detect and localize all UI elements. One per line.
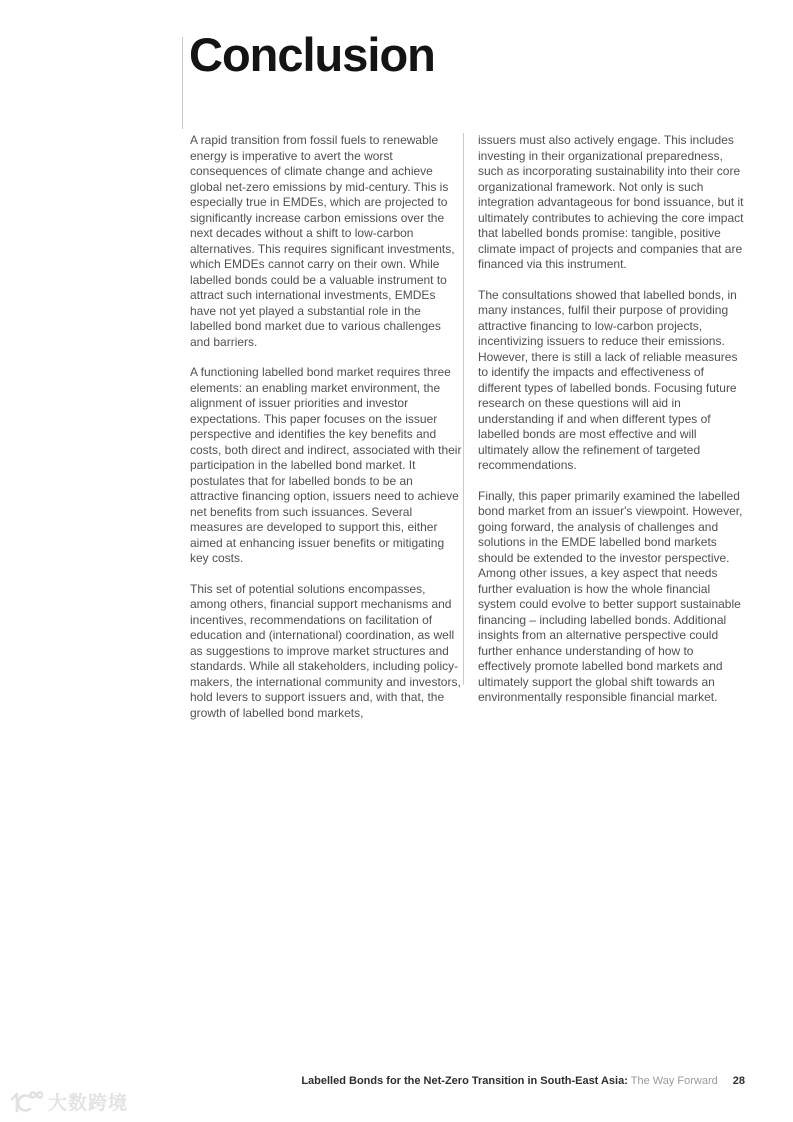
paragraph: This set of potential solutions encompasses, among others, financial support mechanisms and incentives, recommendations on facilitation of education and (international) coordination, as well as suggestions to improve market structures and standards. While all stakeholders, including policy-makers, the international community and investors, hold levers to support issuers and, with that, the growth of labelled bond markets,	[190, 581, 461, 720]
column-divider-rule	[463, 133, 464, 685]
paragraph: Finally, this paper primarily examined the labelled bond market from an issuer's viewpoint. However, going forward, the analysis of challenges and solutions in the EMDE labelled bond markets should be extended to the investor perspective. Among other issues, a key aspect that needs further evaluation is how the whole financial system could evolve to better support sustainable financing – including labelled bonds. Additional insights from an alternative perspective could further enhance understanding of how to effectively promote labelled bond markets and ultimately support the global shift towards an environmentally responsible financial market.	[478, 488, 743, 704]
paragraph: The consultations showed that labelled bonds, in many instances, fulfil their purpose of providing attractive financing to low-carbon projects, incentivizing issuers to reduce their emissions. However, there is still a lack of reliable measures to identify the impacts and effectiveness of different types of labelled bonds. Focusing future research on these questions will aid in understanding if and when different types of labelled bonds are most effective and will ultimately allow the refinement of targeted recommendations.	[478, 287, 738, 472]
watermark	[9, 1088, 128, 1115]
page-number: 28	[732, 1075, 745, 1087]
paragraph: A rapid transition from fossil fuels to renewable energy is imperative to avert the worst consequences of climate change and achieve global net-zero emissions by mid-century. This is especially true in EMDEs, which are projected to significantly increase carbon emissions over the next decades without a shift to low-carbon alternatives. This requires significant investments, which EMDEs cannot carry on their own. While labelled bonds could be a valuable instrument to attract such international investments, EMDEs have not yet played a substantial role in the labelled bond market due to various challenges and barriers.	[190, 133, 455, 349]
text-column-right	[478, 133, 748, 721]
paragraph: issuers must also actively engage. This includes investing in their organizational preparedness, such as incorporating sustainability into their core organizational framework. Not only is such integration advantageous for bond issuance, but it ultimately contributes to achieving the core impact that labelled bonds promise: tangible, positive climate impact of projects and companies that are financed via this instrument.	[478, 133, 744, 271]
watermark-text: 大数跨境	[48, 1093, 129, 1114]
page-title: Conclusion	[189, 28, 435, 81]
page-footer	[301, 1074, 745, 1088]
footer-report-title: Labelled Bonds for the Net-Zero Transition in South-East Asia:	[301, 1075, 628, 1087]
title-left-rule	[182, 37, 183, 129]
footer-report-subtitle: The Way Forward	[627, 1075, 718, 1087]
paragraph: A functioning labelled bond market requires three elements: an enabling market environment, the alignment of issuer priorities and investor expectations. This paper focuses on the issuer perspective and identifies the key benefits and costs, both direct and indirect, associated with their participation in the labelled bond market. It postulates that for labelled bonds to be an attractive financing option, issuers need to achieve net benefits from such issuances. Several measures are developed to support this, either aimed at enhancing issuer benefits or mitigating key costs.	[190, 365, 462, 565]
10kcbec-logo-icon	[9, 1089, 43, 1115]
text-column-left	[190, 133, 462, 736]
